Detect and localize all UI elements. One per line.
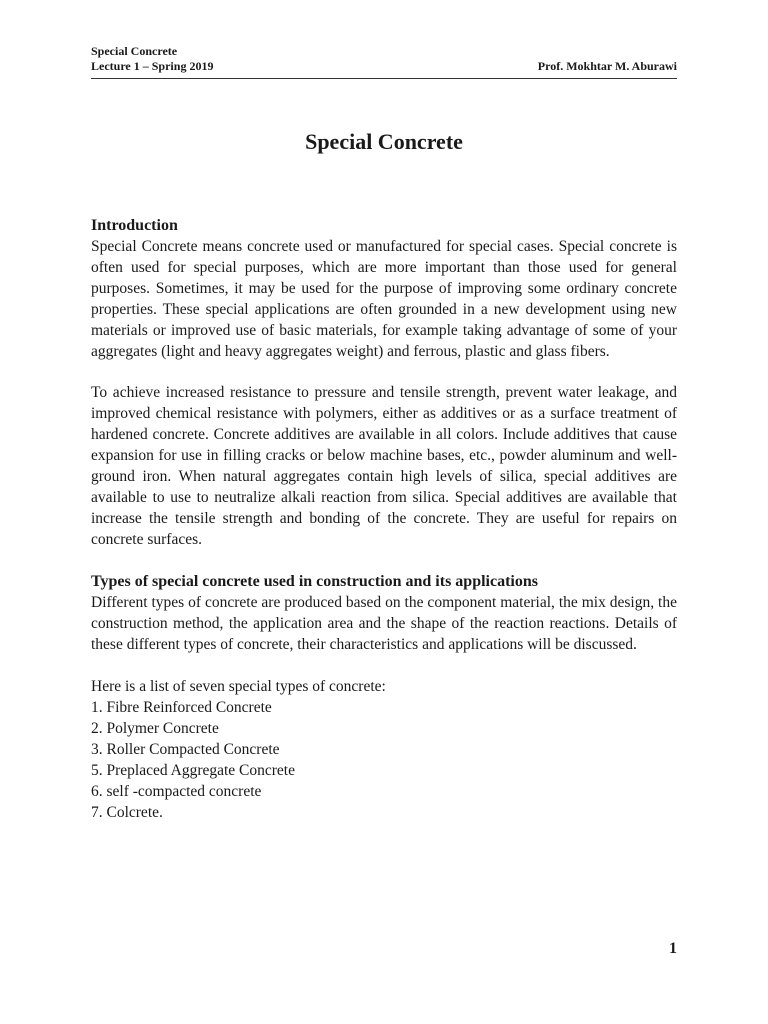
page-number: 1 bbox=[669, 940, 677, 957]
list-item: 1. Fibre Reinforced Concrete bbox=[91, 698, 272, 716]
document-title: Special Concrete bbox=[305, 129, 463, 154]
types-heading: Types of special concrete used in construction and its applications bbox=[91, 573, 538, 591]
introduction-paragraph-1: Special Concrete means concrete used or manufactured for special cases. Special concrete is often used for special purposes, which are more important than those used for general purposes. Sometimes, it may be used for the purpose of improving some ordinary concrete properties. These special applications are often grounded in a new development using new materials or improved use of basic materials, for example taking advantage of some of your aggregates (light and heavy aggregates weight) and ferrous, plastic and glass fibers. bbox=[91, 238, 677, 360]
header-course: Special Concrete bbox=[91, 44, 178, 58]
types-list-intro: Here is a list of seven special types of concrete: bbox=[91, 678, 386, 696]
types-paragraph: Different types of concrete are produced based on the component material, the mix design, the construction method, the application area and the shape of the reaction reactions. Details of these different types of concrete, their characteristics and applications will be discussed. bbox=[91, 594, 677, 654]
introduction-heading: Introduction bbox=[91, 217, 178, 234]
list-item: 2. Polymer Concrete bbox=[91, 719, 219, 737]
list-item: 3. Roller Compacted Concrete bbox=[91, 740, 280, 758]
introduction-paragraph-2: To achieve increased resistance to pressure and tensile strength, prevent water leakage, and improved chemical resistance with polymers, either as additives or as a surface treatment of hardened concrete. Concrete additives are available in all colors. Include additives that cause expansion for use in filling cracks or below machine bases, etc., powder aluminum and well-ground iron. When natural aggregates contain high levels of silica, special additives are available to use to neutralize alkali reaction from silica. Special additives are available that increase the tensile strength and bonding of the concrete. They are useful for repairs on concrete surfaces. bbox=[91, 384, 677, 548]
list-item: 5. Preplaced Aggregate Concrete bbox=[91, 761, 295, 779]
page-header bbox=[91, 44, 677, 74]
document-body bbox=[91, 215, 677, 823]
header-lecture: Lecture 1 – Spring 2019 bbox=[91, 59, 214, 73]
list-item: 6. self -compacted concrete bbox=[91, 782, 262, 800]
types-list bbox=[91, 698, 677, 823]
header-rule bbox=[91, 78, 677, 79]
list-item: 7. Colcrete. bbox=[91, 803, 163, 821]
header-author: Prof. Mokhtar M. Aburawi bbox=[537, 59, 677, 73]
